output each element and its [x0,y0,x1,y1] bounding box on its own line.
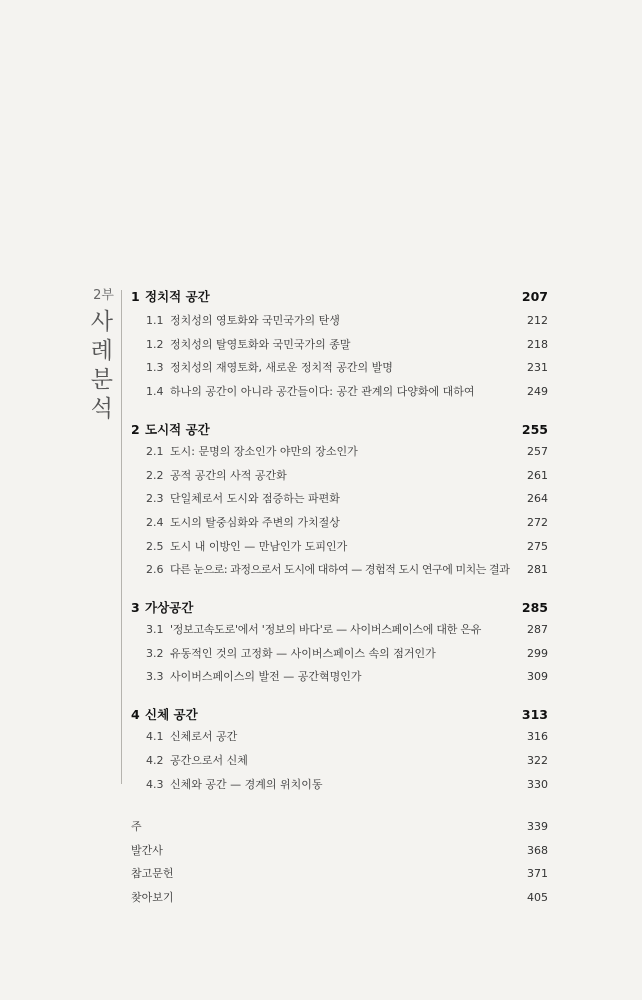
section-row [146,380,548,404]
section-page: 249 [527,385,548,399]
section-number: 4.3 [146,777,164,791]
part-title-line-1: 사례 [90,309,114,364]
section-row [146,333,548,357]
section-number: 2.1 [146,444,164,458]
section-number: 3.1 [146,623,164,637]
section-row [146,535,548,559]
back-matter-row [131,886,548,910]
section-page: 316 [527,730,548,744]
chapter-title: 신체 공간 [145,707,198,723]
section-row [146,309,548,333]
chapter-title: 정치적 공간 [145,289,210,304]
section-page: 218 [527,337,548,351]
section-number: 3.3 [146,670,164,684]
section-number: 2.2 [146,468,164,482]
section-title: 하나의 공간이 아니라 공간들이다: 공간 관계의 다양화에 대하여 [170,385,475,399]
section-number: 1.3 [146,361,164,375]
chapter-1 [131,287,548,404]
section-number: 2.5 [146,539,164,553]
back-matter-page: 339 [527,820,548,833]
back-matter-title: 주 [131,820,142,833]
section-page: 299 [527,646,548,660]
section-title: 사이버스페이스의 발전 — 공간혁명인가 [170,670,362,684]
chapter-page: 285 [521,600,548,616]
section-title: 도시 내 이방인 — 만남인가 도피인가 [170,539,348,553]
section-page: 231 [527,361,548,375]
chapter-heading [131,705,548,725]
part-title-line-2: 분석 [90,367,114,422]
back-matter-row [131,862,548,886]
chapter-number: 1 [131,289,140,304]
section-page: 322 [527,753,548,767]
back-matter-title: 참고문헌 [131,867,174,881]
section-title: 도시: 문명의 장소인가 야만의 장소인가 [170,444,358,458]
table-of-contents [131,287,548,812]
chapter-page: 313 [521,707,548,723]
back-matter-row [131,839,548,863]
chapter-3 [131,598,548,689]
chapter-page: 207 [521,289,548,304]
section-title: 신체와 공간 — 경계의 위치이동 [170,777,323,791]
section-row [146,618,548,642]
section-page: 264 [527,492,548,506]
back-matter-row [131,815,548,839]
section-page: 261 [527,468,548,482]
chapter-title: 가상공간 [145,600,194,616]
section-page: 281 [527,563,548,577]
chapter-number: 4 [131,707,140,723]
chapter-page: 255 [521,421,548,437]
section-title: 공간으로서 신체 [170,753,248,767]
section-page: 309 [527,670,548,684]
section-page: 212 [527,314,548,327]
back-matter-page: 405 [527,891,548,905]
section-page: 257 [527,444,548,458]
section-page: 272 [527,515,548,529]
section-number: 4.2 [146,753,164,767]
part-number: 2부 [93,288,114,303]
section-title: 신체로서 공간 [170,730,238,744]
section-row [146,665,548,689]
section-number: 1.2 [146,337,164,351]
section-title: '정보고속도로'에서 '정보의 바다'로 — 사이버스페이스에 대한 은유 [170,623,482,637]
section-row [146,725,548,749]
section-number: 4.1 [146,730,164,744]
back-matter [131,815,548,910]
chapter-2 [131,420,548,582]
chapter-title: 도시적 공간 [145,421,210,437]
section-number: 2.4 [146,515,164,529]
section-title: 단일체로서 도시와 점증하는 파편화 [170,492,340,506]
section-title: 유동적인 것의 고정화 — 사이버스페이스 속의 점거인가 [170,646,436,660]
chapter-heading [131,420,548,440]
section-page: 275 [527,539,548,553]
section-page: 287 [527,623,548,637]
section-title: 정치성의 영토화와 국민국가의 탄생 [170,314,340,327]
section-row [146,356,548,380]
section-number: 3.2 [146,646,164,660]
section-title: 공적 공간의 사적 공간화 [170,468,287,482]
section-row [146,487,548,511]
section-title: 정치성의 탈영토화와 국민국가의 종말 [170,337,351,351]
section-title: 정치성의 재영토화, 새로운 정치적 공간의 발명 [170,361,393,375]
chapter-heading [131,287,548,307]
section-row [146,511,548,535]
chapter-4 [131,705,548,796]
chapter-number: 3 [131,600,140,616]
section-number: 2.6 [146,563,164,577]
section-row [146,642,548,666]
section-number: 1.1 [146,314,164,327]
part-title [70,308,114,424]
chapter-number: 2 [131,421,140,437]
back-matter-page: 371 [527,867,548,881]
part-label [70,287,114,424]
section-number: 1.4 [146,385,164,399]
section-number: 2.3 [146,492,164,506]
section-row [146,773,548,797]
back-matter-title: 찾아보기 [131,891,174,905]
chapter-heading [131,598,548,618]
back-matter-page: 368 [527,843,548,857]
section-row [146,464,548,488]
section-row [146,440,548,464]
section-title: 다른 눈으로: 과정으로서 도시에 대하여 — 경험적 도시 연구에 미치는 결과 [170,563,510,577]
section-title: 도시의 탈중심화와 주변의 가치절상 [170,515,340,529]
section-page: 330 [527,777,548,791]
section-row [146,558,548,582]
back-matter-title: 발간사 [131,843,163,857]
section-row [146,749,548,773]
toc-divider-rule [121,290,122,784]
